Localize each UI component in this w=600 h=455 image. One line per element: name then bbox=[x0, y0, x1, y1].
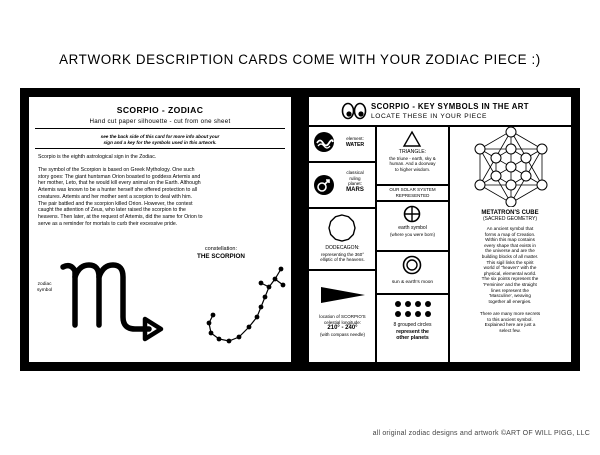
metatron-line: building blocks of all matter. bbox=[481, 253, 539, 259]
dodecagon-title: DODECAGON: bbox=[325, 245, 360, 251]
triangle-text: to higher wisdom. bbox=[394, 166, 431, 172]
story-line: story goes: The giant huntsman Orion boasted to goddess Artemis and bbox=[38, 173, 201, 180]
back-side-note bbox=[29, 134, 291, 146]
headline: ARTWORK DESCRIPTION CARDS COME WITH YOUR ZODIAC PIECE :) bbox=[59, 52, 541, 67]
metatron-title: METATRON'S CUBE bbox=[481, 210, 539, 216]
eyes-icon bbox=[341, 102, 367, 120]
footer-credit: all original zodiac designs and artwork ©ART OF WILL PIGG, LLC bbox=[372, 430, 590, 437]
card-title: SCORPIO - KEY SYMBOLS IN THE ART bbox=[371, 102, 529, 111]
divider bbox=[35, 128, 285, 129]
secrets-line: There are many more secrets bbox=[479, 311, 541, 316]
planet-caption bbox=[335, 170, 375, 193]
metatron-line: The six points represent the bbox=[481, 276, 539, 282]
card-subtitle: LOCATE THESE IN YOUR PIECE bbox=[371, 113, 487, 120]
zodiac-label: zodiac bbox=[37, 282, 52, 287]
solar-system-header bbox=[376, 187, 449, 198]
planet-value: MARS bbox=[346, 186, 364, 193]
note-line: see the back side of this card for more info about your bbox=[100, 134, 220, 139]
planet-label: classical bbox=[346, 170, 364, 175]
triangle-text: the triune - earth, sky & bbox=[389, 155, 436, 161]
zodiac-symbol-caption bbox=[37, 282, 52, 294]
solar-header-line: OUR SOLAR SYSTEM bbox=[389, 187, 436, 192]
dodecagon-caption bbox=[309, 246, 376, 263]
key-symbols-panel bbox=[309, 97, 571, 362]
element-label: element: bbox=[346, 136, 364, 141]
earth-label: earth symbol bbox=[398, 225, 427, 231]
secrets-line: Explained here are just a bbox=[484, 322, 536, 328]
circles-text: represent the bbox=[396, 328, 429, 335]
dodecagon-icon bbox=[327, 213, 357, 243]
zodiac-label: symbol bbox=[37, 288, 53, 293]
element-value: WATER bbox=[345, 141, 365, 148]
triangle-text: human. And a doorway bbox=[389, 161, 436, 167]
story-line: serve as a reminder for mortals to curb their excessive pride. bbox=[38, 220, 178, 227]
location-text: location of SCORPIO'S bbox=[319, 314, 366, 319]
triangle-caption bbox=[376, 150, 449, 172]
compass-needle-icon bbox=[319, 285, 367, 305]
metatron-line: world of "heaven" with the bbox=[483, 265, 537, 271]
scorpion-constellation-icon bbox=[189, 257, 289, 357]
story-line: The pair battled and the scorpion killed Orion. However, the contest bbox=[38, 200, 193, 207]
location-value: 210° - 240° bbox=[327, 325, 358, 332]
secrets-line: select few. bbox=[499, 327, 521, 333]
dodecagon-text: representing the 360° bbox=[320, 251, 365, 257]
divider bbox=[376, 184, 449, 186]
metatron-description bbox=[449, 226, 571, 304]
secrets-note bbox=[449, 311, 571, 333]
earth-caption bbox=[376, 226, 449, 237]
metatron-line: physical, elemental world. bbox=[483, 270, 537, 276]
metatron-line: the universe and are the bbox=[485, 248, 535, 254]
metatron-line: 'Masculine', weaving bbox=[489, 293, 531, 299]
zodiac-card-panel bbox=[29, 97, 291, 362]
metatron-line: 'Feminine' and the straight bbox=[483, 281, 537, 287]
story-line: The symbol of the Scorpion is based on Greek Mythology. One such bbox=[38, 167, 195, 173]
divider bbox=[309, 207, 376, 209]
planet-label: ruling bbox=[349, 175, 361, 181]
planet-circles-icon bbox=[393, 300, 433, 318]
circles-caption bbox=[376, 323, 449, 342]
metatron-line: This sigil links the spirit bbox=[486, 259, 534, 265]
constellation-name: THE SCORPION bbox=[197, 253, 245, 260]
divider bbox=[309, 269, 376, 271]
location-text: celestial longitude: bbox=[323, 319, 362, 325]
moon-caption: sun & earth's moon bbox=[391, 280, 434, 285]
element-caption bbox=[335, 136, 375, 148]
location-caption bbox=[309, 314, 376, 337]
story-line: heavens. Then later, at the request of Artemis, did the same for Orion to bbox=[38, 213, 203, 220]
note-line: sign and a key for the symbols used in this artwork. bbox=[103, 140, 217, 146]
metatrons-cube-icon bbox=[471, 127, 551, 207]
divider bbox=[35, 148, 285, 149]
location-text: (with compass needle) bbox=[319, 331, 366, 337]
circles-text: 8 grouped circles bbox=[393, 322, 432, 328]
story-line: creatures. Artemis and her mother sent a scorpion to deal with him. bbox=[38, 193, 192, 200]
metatron-line: forms a map of Creation. bbox=[484, 231, 536, 237]
water-element-icon bbox=[313, 131, 335, 153]
intro-text: Scorpio is the eighth astrological sign in the Zodiac. bbox=[38, 154, 157, 160]
metatron-line: every shape that exists in bbox=[484, 242, 536, 248]
triangle-icon bbox=[402, 130, 422, 148]
metatron-line: together all energies. bbox=[488, 298, 532, 304]
circles-text: other planets bbox=[396, 335, 429, 342]
key-symbols-card bbox=[300, 88, 580, 371]
metatron-subtitle: (SACRED GEOMETRY) bbox=[482, 215, 538, 222]
metatron-line: Within this map contains bbox=[485, 237, 535, 243]
story-line: caught the attention of Zeus, who later raised the scorpion to the bbox=[38, 207, 186, 214]
mars-icon bbox=[313, 174, 335, 196]
dodecagon-text: elliptic of the heavens. bbox=[320, 257, 365, 263]
metatron-caption bbox=[449, 210, 571, 222]
divider bbox=[376, 250, 449, 252]
planet-label: planet: bbox=[348, 181, 362, 187]
divider bbox=[376, 200, 449, 202]
constellation-label: constellation: bbox=[204, 246, 238, 252]
story-line: Artemis was known to be a hunter herself she offered protection to all bbox=[38, 187, 198, 194]
story-text bbox=[38, 167, 283, 227]
solar-header-line: REPRESENTED bbox=[395, 192, 430, 198]
sun-moon-icon bbox=[402, 255, 422, 275]
divider bbox=[309, 161, 376, 163]
divider bbox=[376, 293, 449, 295]
scorpio-glyph-icon bbox=[57, 257, 175, 343]
secrets-line: to this ancient symbol. bbox=[487, 316, 533, 322]
metatron-line: lines represent the bbox=[491, 287, 529, 293]
card-subtitle: Hand cut paper silhouette - cut from one sheet bbox=[89, 118, 231, 125]
earth-label: (where you were born) bbox=[389, 231, 436, 237]
triangle-title: TRIANGLE: bbox=[398, 149, 427, 155]
story-line: her mother, Leto, that he would kill every animal on the Earth. Although bbox=[38, 180, 201, 187]
earth-symbol-icon bbox=[403, 205, 421, 223]
zodiac-description-card bbox=[20, 88, 300, 371]
metatron-line: An ancient symbol that bbox=[486, 226, 534, 231]
card-title: SCORPIO - ZODIAC bbox=[116, 105, 204, 115]
